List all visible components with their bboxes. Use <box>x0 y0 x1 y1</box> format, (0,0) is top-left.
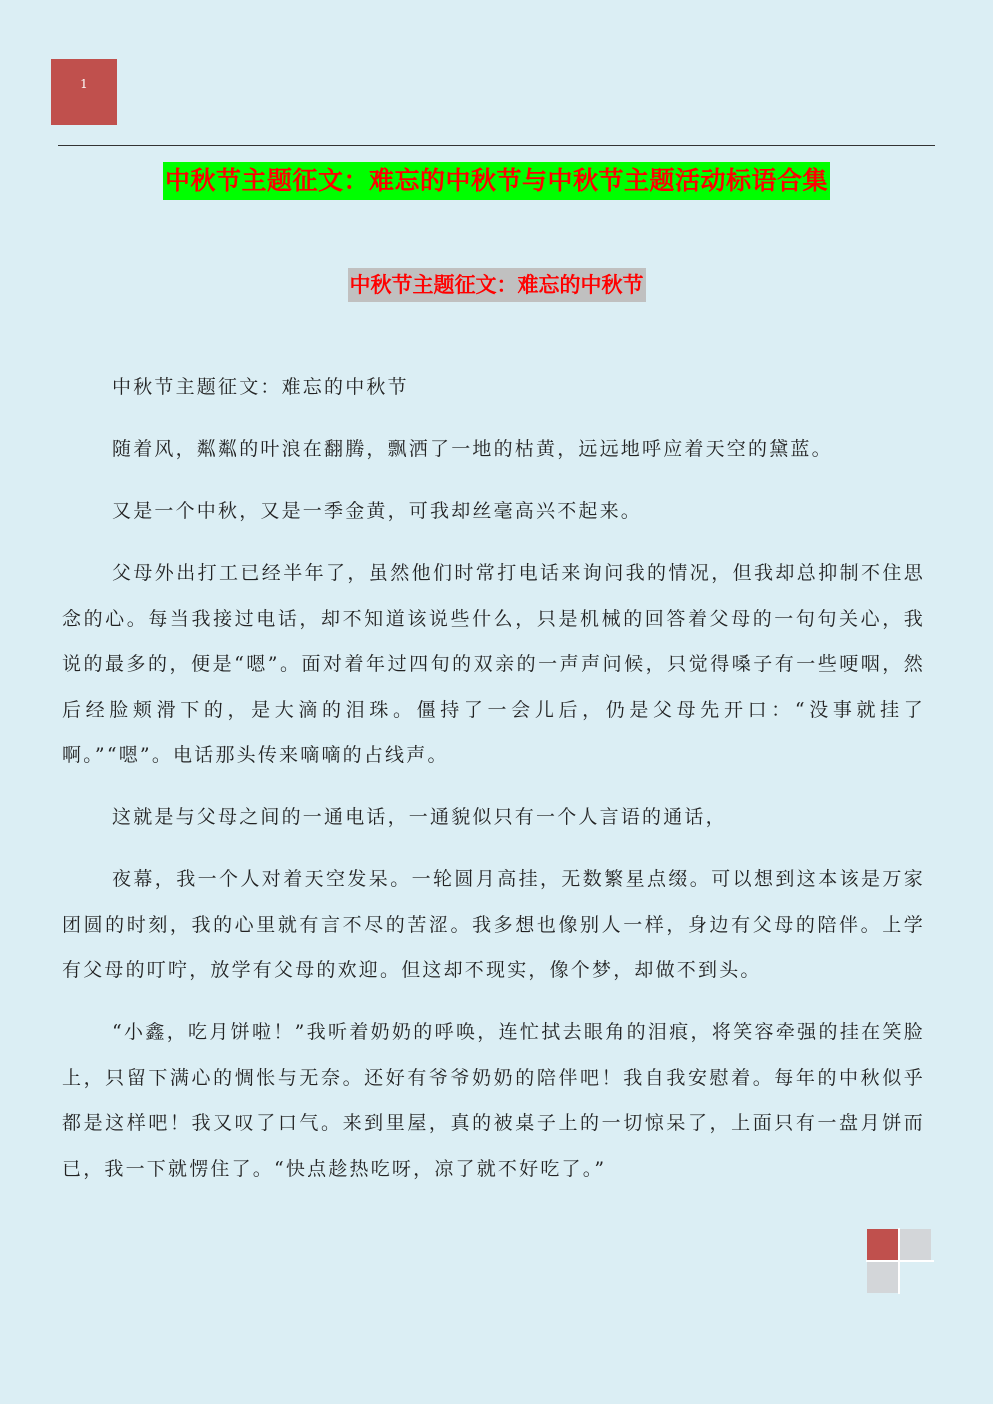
corner-decoration <box>866 1228 934 1294</box>
paragraph: 又是一个中秋，又是一季金黄，可我却丝毫高兴不起来。 <box>112 500 643 522</box>
sub-title: 中秋节主题征文：难忘的中秋节 <box>348 268 646 302</box>
header-rule <box>58 145 935 146</box>
paragraph: 父母外出打工已经半年了，虽然他们时常打电话来询问我的情况，但我却总抑制不住思念的心。每当我接过电话，却不知道该说些什么，只是机械的回答着父母的一句句关心，我说的最多的，便是“嗯”。面对着年过四旬的双亲的一声声问候，只觉得嗓子有一些哽咽，然后经脸颊滑下的，是大滴的泪珠。僵持了一会儿后，仍是父母先开口：“没事就挂了啊。”“嗯”。电话那头传来嘀嘀的占线声。 <box>62 562 925 766</box>
page-number: 1 <box>80 77 88 91</box>
corner-square-red <box>867 1229 898 1260</box>
paragraph: 随着风，粼粼的叶浪在翻腾，飘洒了一地的枯黄，远远地呼应着天空的黛蓝。 <box>112 438 833 460</box>
paragraph: 夜幕，我一个人对着天空发呆。一轮圆月高挂，无数繁星点缀。可以想到这本该是万家团圆的时刻，我的心里就有言不尽的苦涩。我多想也像别人一样，身边有父母的陪伴。上学有父母的叮咛，放学有父母的欢迎。但这却不现实，像个梦，却做不到头。 <box>62 868 925 981</box>
corner-square-gray <box>867 1262 898 1293</box>
paragraph: 这就是与父母之间的一通电话，一通貌似只有一个人言语的通话， <box>112 806 727 828</box>
paragraph: “小鑫，吃月饼啦！”我听着奶奶的呼唤，连忙拭去眼角的泪痕，将笑容牵强的挂在笑脸上，只留下满心的惆怅与无奈。还好有爷爷奶奶的陪伴吧！我自我安慰着。每年的中秋似乎都是这样吧！我又叹了口气。来到里屋，真的被桌子上的一切惊呆了，上面只有一盘月饼而已，我一下就愣住了。“快点趁热吃呀，凉了就不好吃了。” <box>62 1021 925 1180</box>
article-body <box>62 365 925 1209</box>
page-number-badge <box>51 59 117 125</box>
corner-divider-horizontal <box>866 1260 934 1262</box>
main-title-container <box>0 162 993 200</box>
main-title: 中秋节主题征文：难忘的中秋节与中秋节主题活动标语合集 <box>163 162 830 200</box>
sub-title-container <box>0 268 993 302</box>
corner-square-gray <box>900 1229 931 1260</box>
paragraph: 中秋节主题征文：难忘的中秋节 <box>112 376 409 398</box>
